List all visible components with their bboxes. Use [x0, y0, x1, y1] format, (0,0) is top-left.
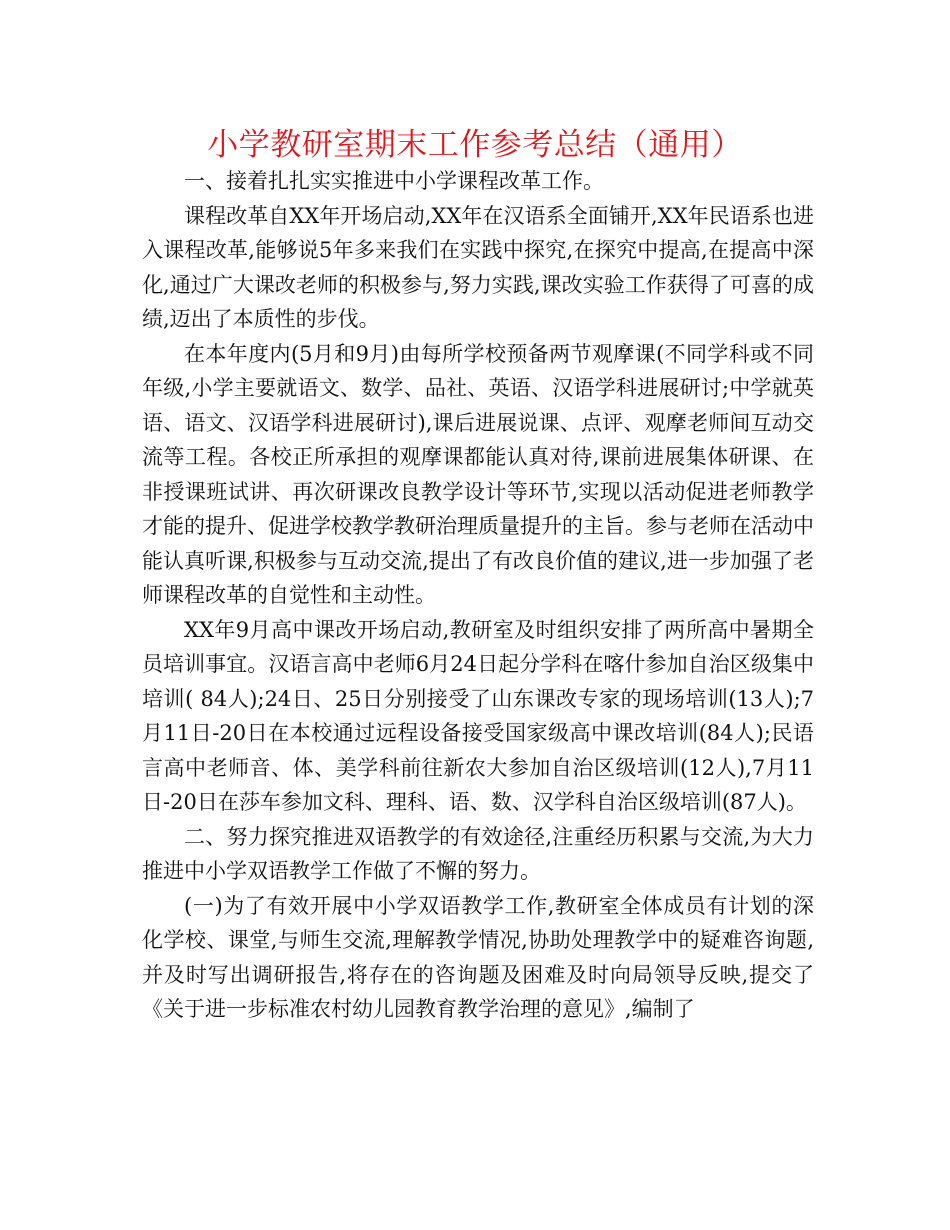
- paragraph-section-heading-2: 二、努力探究推进双语教学的有效途径,注重经历积累与交流,为大力推进中小学双语教学工作做了不懈的努力。: [142, 824, 814, 883]
- paragraph-bilingual-teaching: (一)为了有效开展中小学双语教学工作,教研室全体成员有计划的深化学校、课堂,与师生交流,理解教学情况,协助处理教学中的疑难咨询题,并及时写出调研报告,将存在的咨询题及困难及时向局领导反映,提交了《关于进一步标准农村幼儿园教育教学治理的意见》,编制了: [142, 893, 814, 1021]
- paragraph-observation-classes: 在本年度内(5月和9月)由每所学校预备两节观摩课(不同学科或不同年级,小学主要就语文、数学、品社、英语、汉语学科进展研讨;中学就英语、语文、汉语学科进展研讨),课后进展说课、点评、观摩老师间互动交流等工程。各校正所承担的观摩课都能认真对待,课前进展集体研课、在非授课班试讲、再次研课改良教学设计等环节,实现以活动促进老师教学才能的提升、促进学校教学教研治理质量提升的主旨。参与老师在活动中能认真听课,积极参与互动交流,提出了有改良价值的建议,进一步加强了老师课程改革的自觉性和主动性。: [142, 341, 814, 607]
- paragraph-section-heading-1: 一、接着扎扎实实推进中小学课程改革工作。: [184, 169, 604, 193]
- document-body: [142, 164, 814, 1027]
- paragraph-curriculum-reform: 课程改革自XX年开场启动,XX年在汉语系全面铺开,XX年民语系也进入课程改革,能够说5年多来我们在实践中探究,在探究中提高,在提高中深化,通过广大课改老师的积极参与,努力实践,课改实验工作获得了可喜的成绩,迈出了本质性的步伐。: [142, 203, 814, 331]
- document-title: 小学教研室期末工作参考总结（通用）: [207, 127, 743, 163]
- paragraph-high-school-training: XX年9月高中课改开场启动,教研室及时组织安排了两所高中暑期全员培训事宜。汉语言高中老师6月24日起分学科在喀什参加自治区级集中培训( 84人);24日、25日分别接受了山东课改专家的现场培训(13人);7月11日-20日在本校通过远程设备接受国家级高中课改培训(84人);民语言高中老师音、体、美学科前往新农大参加自治区级培训(12人),7月11日-20日在莎车参加文科、理科、语、数、汉学科自治区级培训(87人)。: [142, 617, 814, 814]
